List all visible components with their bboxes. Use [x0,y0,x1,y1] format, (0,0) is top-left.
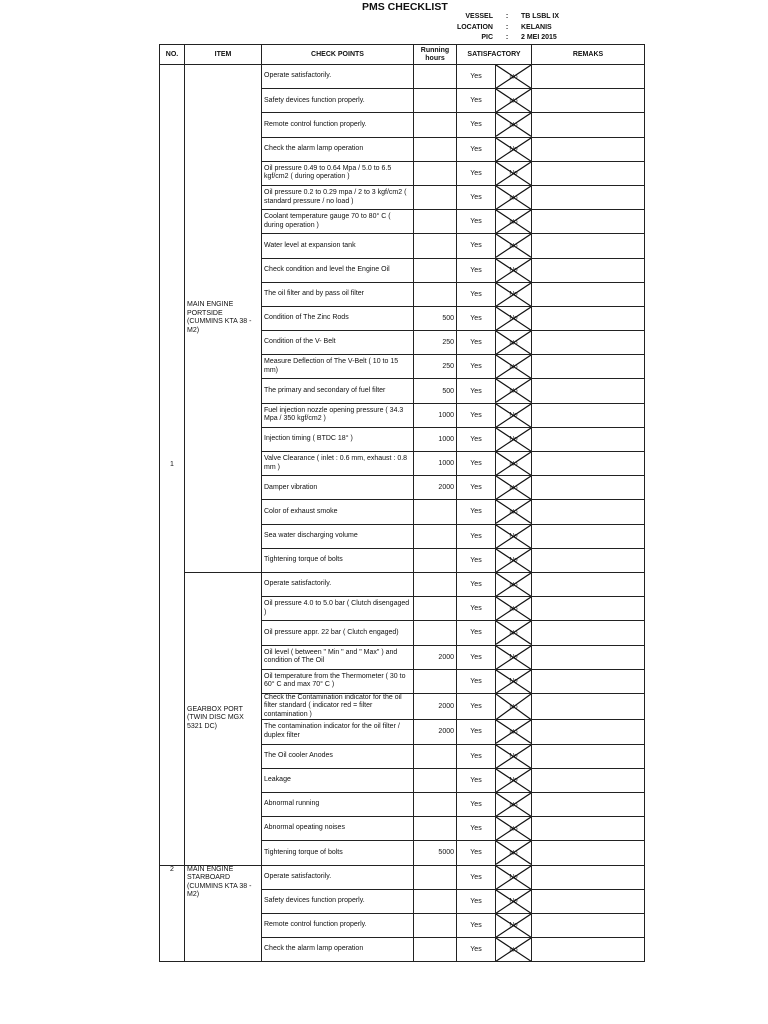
satisfactory-no-crossed [496,476,532,500]
remarks-cell[interactable] [532,841,645,865]
no-label: No [509,946,518,954]
item-name: MAIN ENGINE STARBOARD (CUMMINS KTA 38 - M2) [185,865,262,962]
running-hours: 2000 [414,720,457,744]
running-hours [414,913,457,937]
satisfactory-yes: Yes [457,161,496,185]
remarks-cell[interactable] [532,65,645,89]
running-hours: 1000 [414,427,457,451]
no-label: No [509,97,518,105]
check-point: Check the Contamination indicator for the oil filter standard ( indicator red = filter contamination ) [262,693,414,720]
satisfactory-no-crossed [496,355,532,379]
check-point: Condition of the V- Belt [262,331,414,355]
satisfactory-no-crossed [496,282,532,306]
remarks-cell[interactable] [532,572,645,596]
remarks-cell[interactable] [532,137,645,161]
check-point: Oil temperature from the Thermometer ( 30 to 60° C and max 70° C ) [262,669,414,693]
check-point: Sea water discharging volume [262,524,414,548]
table-row [160,865,645,889]
satisfactory-no-crossed [496,500,532,524]
page-title: PMS CHECKLIST [362,1,448,13]
satisfactory-yes: Yes [457,693,496,720]
table-row [160,65,645,89]
running-hours: 250 [414,331,457,355]
remarks-cell[interactable] [532,452,645,476]
meta-vessel [440,12,601,23]
satisfactory-yes: Yes [457,548,496,572]
satisfactory-yes: Yes [457,355,496,379]
remarks-cell[interactable] [532,524,645,548]
running-hours: 2000 [414,476,457,500]
satisfactory-yes: Yes [457,427,496,451]
satisfactory-no-crossed [496,258,532,282]
satisfactory-no-crossed [496,889,532,913]
running-hours: 250 [414,355,457,379]
no-label: No [509,387,518,395]
satisfactory-no-crossed [496,621,532,645]
remarks-cell[interactable] [532,744,645,768]
check-point: Check condition and level the Engine Oil [262,258,414,282]
satisfactory-no-crossed [496,792,532,816]
running-hours [414,113,457,137]
running-hours [414,572,457,596]
running-hours [414,744,457,768]
remarks-cell[interactable] [532,792,645,816]
running-hours [414,817,457,841]
header-no: NO. [160,45,185,65]
no-label: No [509,677,518,685]
remarks-cell[interactable] [532,938,645,962]
running-hours [414,938,457,962]
satisfactory-no-crossed [496,548,532,572]
satisfactory-yes: Yes [457,621,496,645]
satisfactory-yes: Yes [457,113,496,137]
check-point: Water level at expansion tank [262,234,414,258]
check-point: Abnormal opeating noises [262,817,414,841]
satisfactory-no-crossed [496,210,532,234]
remarks-cell[interactable] [532,645,645,669]
satisfactory-yes: Yes [457,744,496,768]
table-row [160,572,645,596]
no-label: No [509,169,518,177]
satisfactory-no-crossed [496,720,532,744]
remarks-cell[interactable] [532,500,645,524]
check-point: Valve Clearance ( inlet : 0.6 mm, exhaust : 0.8 mm ) [262,452,414,476]
no-label: No [509,460,518,468]
check-point: Oil pressure 0.2 to 0.29 mpa / 2 to 3 kgf/cm2 ( standard pressure / no load ) [262,185,414,209]
satisfactory-no-crossed [496,865,532,889]
check-point: Safety devices function properly. [262,89,414,113]
remarks-cell[interactable] [532,161,645,185]
remarks-cell[interactable] [532,403,645,427]
satisfactory-yes: Yes [457,234,496,258]
satisfactory-yes: Yes [457,572,496,596]
satisfactory-no-crossed [496,379,532,403]
check-point: Tightening torque of bolts [262,548,414,572]
satisfactory-no-crossed [496,938,532,962]
item-name: GEARBOX PORT (TWIN DISC MGX 5321 DC) [185,572,262,865]
document-meta [440,12,601,44]
satisfactory-no-crossed [496,572,532,596]
satisfactory-no-crossed [496,452,532,476]
satisfactory-yes: Yes [457,500,496,524]
no-label: No [509,605,518,613]
satisfactory-yes: Yes [457,597,496,621]
satisfactory-no-crossed [496,89,532,113]
satisfactory-no-crossed [496,841,532,865]
running-hours: 2000 [414,645,457,669]
remarks-cell[interactable] [532,913,645,937]
satisfactory-yes: Yes [457,282,496,306]
satisfactory-yes: Yes [457,524,496,548]
no-label: No [509,629,518,637]
remarks-cell[interactable] [532,234,645,258]
remarks-cell[interactable] [532,306,645,330]
check-point: Oil pressure appr. 22 bar ( Clutch engaged) [262,621,414,645]
running-hours [414,161,457,185]
running-hours [414,548,457,572]
running-hours [414,768,457,792]
check-point: Measure Deflection of The V-Belt ( 10 to 15 mm) [262,355,414,379]
satisfactory-no-crossed [496,137,532,161]
satisfactory-yes: Yes [457,913,496,937]
satisfactory-yes: Yes [457,452,496,476]
satisfactory-yes: Yes [457,137,496,161]
remarks-cell[interactable] [532,693,645,720]
remarks-cell[interactable] [532,258,645,282]
check-point: Operate satisfactorily. [262,65,414,89]
no-label: No [509,776,518,784]
no-label: No [509,339,518,347]
running-hours [414,282,457,306]
running-hours: 2000 [414,693,457,720]
satisfactory-yes: Yes [457,768,496,792]
remarks-cell[interactable] [532,113,645,137]
running-hours [414,889,457,913]
no-label: No [509,484,518,492]
check-point: Tightening torque of bolts [262,841,414,865]
running-hours [414,185,457,209]
meta-pic [440,33,601,44]
row-number: 1 [160,65,185,866]
no-label: No [509,873,518,881]
running-hours [414,258,457,282]
running-hours [414,89,457,113]
satisfactory-yes: Yes [457,792,496,816]
running-hours [414,500,457,524]
running-hours: 1000 [414,452,457,476]
satisfactory-no-crossed [496,113,532,137]
no-label: No [509,849,518,857]
remarks-cell[interactable] [532,89,645,113]
running-hours: 500 [414,379,457,403]
remarks-cell[interactable] [532,427,645,451]
satisfactory-no-crossed [496,427,532,451]
meta-key: LOCATION [456,23,493,31]
no-label: No [509,703,518,711]
no-label: No [509,194,518,202]
check-point: Oil level ( between " Min " and " Max" ) and condition of The Oil [262,645,414,669]
no-label: No [509,532,518,540]
remarks-cell[interactable] [532,379,645,403]
no-label: No [509,825,518,833]
check-point: Safety devices function properly. [262,889,414,913]
satisfactory-yes: Yes [457,817,496,841]
check-point: Remote control function properly. [262,913,414,937]
satisfactory-yes: Yes [457,889,496,913]
remarks-cell[interactable] [532,720,645,744]
satisfactory-yes: Yes [457,331,496,355]
running-hours: 500 [414,306,457,330]
remarks-cell[interactable] [532,865,645,889]
no-label: No [509,921,518,929]
satisfactory-no-crossed [496,524,532,548]
remarks-cell[interactable] [532,669,645,693]
satisfactory-yes: Yes [457,185,496,209]
check-point: Operate satisfactorily. [262,865,414,889]
running-hours [414,669,457,693]
satisfactory-yes: Yes [457,476,496,500]
remarks-cell[interactable] [532,282,645,306]
no-label: No [509,218,518,226]
remarks-cell[interactable] [532,768,645,792]
check-point: The Oil cooler Anodes [262,744,414,768]
satisfactory-no-crossed [496,669,532,693]
satisfactory-no-crossed [496,744,532,768]
no-label: No [509,897,518,905]
satisfactory-yes: Yes [457,645,496,669]
no-label: No [509,145,518,153]
check-point: Fuel injection nozzle opening pressure ( 34.3 Mpa / 350 kgf/cm2 ) [262,403,414,427]
running-hours [414,137,457,161]
header-item: ITEM [185,45,262,65]
no-label: No [509,363,518,371]
no-label: No [509,411,518,419]
header-remarks: REMAKS [532,45,645,65]
satisfactory-no-crossed [496,234,532,258]
check-point: Coolant temperature gauge 70 to 80° C ( during operation ) [262,210,414,234]
check-point: The oil filter and by pass oil filter [262,282,414,306]
no-label: No [509,290,518,298]
check-point: Injection timing ( BTDC 18° ) [262,427,414,451]
check-point: The primary and secondary of fuel filter [262,379,414,403]
running-hours [414,65,457,89]
check-point: Operate satisfactorily. [262,572,414,596]
check-point: Check the alarm lamp operation [262,938,414,962]
meta-location [440,23,601,34]
no-label: No [509,653,518,661]
satisfactory-yes: Yes [457,379,496,403]
satisfactory-no-crossed [496,693,532,720]
satisfactory-no-crossed [496,817,532,841]
running-hours [414,865,457,889]
satisfactory-yes: Yes [457,210,496,234]
check-point: Remote control function properly. [262,113,414,137]
no-label: No [509,314,518,322]
remarks-cell[interactable] [532,331,645,355]
satisfactory-no-crossed [496,331,532,355]
running-hours [414,524,457,548]
remarks-cell[interactable] [532,185,645,209]
satisfactory-no-crossed [496,161,532,185]
satisfactory-no-crossed [496,768,532,792]
no-label: No [509,73,518,81]
checklist-table [159,44,645,962]
no-label: No [509,581,518,589]
check-point: Color of exhaust smoke [262,500,414,524]
satisfactory-yes: Yes [457,258,496,282]
no-label: No [509,508,518,516]
remarks-cell[interactable] [532,548,645,572]
meta-value: KELANIS [521,23,552,31]
satisfactory-yes: Yes [457,720,496,744]
meta-colon: : [505,34,509,41]
check-point: Condition of The Zinc Rods [262,306,414,330]
header-satisfactory: SATISFACTORY [457,45,532,65]
no-label: No [509,435,518,443]
header-row [160,45,645,65]
item-name: MAIN ENGINE PORTSIDE (CUMMINS KTA 38 - M2) [185,65,262,573]
check-point: Abnormal running [262,792,414,816]
no-label: No [509,242,518,250]
no-label: No [509,752,518,760]
satisfactory-no-crossed [496,645,532,669]
meta-key: VESSEL [465,13,493,20]
satisfactory-no-crossed [496,597,532,621]
running-hours: 1000 [414,403,457,427]
satisfactory-yes: Yes [457,841,496,865]
satisfactory-yes: Yes [457,306,496,330]
no-label: No [509,556,518,564]
no-label: No [509,801,518,809]
running-hours: 5000 [414,841,457,865]
running-hours [414,597,457,621]
remarks-cell[interactable] [532,889,645,913]
check-point: Oil pressure 4.0 to 5.0 bar ( Clutch disengaged ) [262,597,414,621]
check-point: Oil pressure 0.49 to 0.64 Mpa / 5.0 to 6.5 kgf/cm2 ( during operation ) [262,161,414,185]
satisfactory-yes: Yes [457,669,496,693]
running-hours [414,621,457,645]
satisfactory-no-crossed [496,306,532,330]
check-point: Damper vibration [262,476,414,500]
remarks-cell[interactable] [532,817,645,841]
row-number: 2 [160,865,185,962]
remarks-cell[interactable] [532,621,645,645]
satisfactory-yes: Yes [457,865,496,889]
remarks-cell[interactable] [532,355,645,379]
running-hours [414,234,457,258]
satisfactory-no-crossed [496,913,532,937]
running-hours [414,792,457,816]
header-running-hours: Running hours [414,45,457,65]
check-point: The contamination indicator for the oil filter / duplex filter [262,720,414,744]
no-label: No [509,121,518,129]
remarks-cell[interactable] [532,476,645,500]
satisfactory-no-crossed [496,403,532,427]
meta-colon: : [505,23,509,31]
meta-value: TB LSBL IX [521,13,559,20]
meta-key: PIC [481,34,493,41]
satisfactory-yes: Yes [457,403,496,427]
satisfactory-yes: Yes [457,938,496,962]
running-hours [414,210,457,234]
satisfactory-no-crossed [496,185,532,209]
meta-colon: : [505,13,509,20]
satisfactory-yes: Yes [457,89,496,113]
remarks-cell[interactable] [532,210,645,234]
satisfactory-yes: Yes [457,65,496,89]
checklist-body [160,65,645,962]
meta-value: 2 MEI 2015 [521,34,557,41]
remarks-cell[interactable] [532,597,645,621]
no-label: No [509,266,518,274]
header-check-points: CHECK POINTS [262,45,414,65]
no-label: No [509,728,518,736]
satisfactory-no-crossed [496,65,532,89]
check-point: Check the alarm lamp operation [262,137,414,161]
check-point: Leakage [262,768,414,792]
